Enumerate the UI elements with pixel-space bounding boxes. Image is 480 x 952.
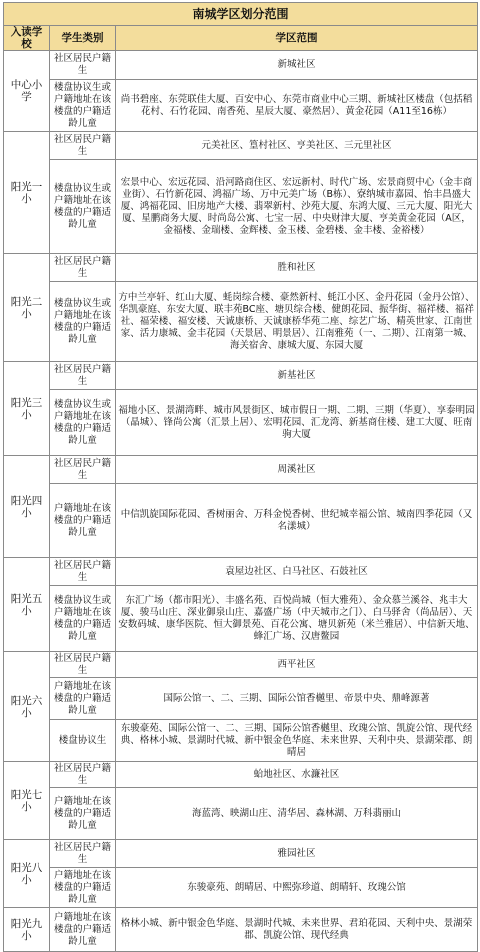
district-range: 国际公馆一、二、三期、国际公馆香樾里、帝景中央、鼎峰源著 — [116, 678, 478, 720]
district-range: 格林小城、新中银金色华庭、景湖时代城、未来世界、君珀花园、天利中央、景湖荣郡、凯旋公馆、现代经典 — [116, 908, 478, 952]
table-row — [4, 720, 478, 762]
student-type: 户籍地址在该楼盘的户籍适龄儿童 — [50, 484, 116, 558]
district-range: 蛤地社区、水濂社区 — [116, 762, 478, 788]
table-title: 南城学区划分范围 — [4, 3, 478, 26]
district-range: 西平社区 — [116, 652, 478, 678]
table-row — [4, 484, 478, 558]
table-row — [4, 762, 478, 788]
student-type: 社区居民户籍生 — [50, 362, 116, 390]
table-row — [4, 80, 478, 132]
school-name: 阳光五小 — [4, 558, 50, 652]
table-row — [4, 678, 478, 720]
district-range: 胜和社区 — [116, 254, 478, 282]
district-range: 方中兰亭轩、红山大厦、蚝岗综合楼、豪然新村、蚝江小区、金丹花园（金丹公馆）、华凯豪庭、东安大厦、联丰苑BC座、塘贝综合楼、健朗花园、振华街、福祥楼、福祥社、福荣楼、福安楼、天诚康桥、天诚康桥华苑二座、综艺广场、精英世家、江南世家、活力康城、金丰花园（天景居、明景居）、江南雅苑（一、二期）、江南第一城、海关宿舍、康城大厦、东园大厦 — [116, 282, 478, 362]
district-sheet — [3, 2, 477, 952]
student-type: 户籍地址在该楼盘的户籍适龄儿童 — [50, 788, 116, 840]
student-type: 户籍地址在该楼盘的户籍适龄儿童 — [50, 908, 116, 952]
table-body — [4, 51, 478, 952]
district-range: 宏景中心、宏远花园、沿河路商住区、宏远新村、时代广场、宏景商贸中心（金丰商业街）、石竹新花园、鸿福广场、万中元美广场（B栋）、寮纳城市嘉园、怡丰昌盛大厦、鸿福花园、旧房地产大楼、翡翠新村、沙苑大厦、东鸿大厦、三元大厦、阳光大厦、星鹏商务大厦、时尚岛公寓、七宝一居、中央财津大厦、亨美黄金花园（A区，金福楼、金瑞楼、金辉楼、金玉楼、金碧楼、金丰楼、金裕楼） — [116, 160, 478, 254]
district-range: 东骏豪苑、朗晴居、中熙弥珍道、朗晴轩、玫瑰公馆 — [116, 868, 478, 908]
table-row — [4, 788, 478, 840]
district-range: 东骏豪苑、国际公馆一、二、三期、国际公馆香樾里、玫瑰公馆、凯旋公馆、现代经典、格林小城、景湖时代城、新中银金色华庭、未来世界、天利中央、景湖荣郡、朗晴居 — [116, 720, 478, 762]
district-table — [3, 2, 478, 952]
district-range: 新城社区 — [116, 51, 478, 80]
district-range: 尚书碧座、东莞联佳大厦、百安中心、东莞市商业中心三期、新城社区楼盘（包括稻花村、石竹花园、南香苑、星辰大厦、豪然居）、黄金花园（A11至16栋） — [116, 80, 478, 132]
title-row — [4, 3, 478, 26]
header-student-type: 学生类别 — [50, 26, 116, 51]
student-type: 楼盘协议生或户籍地址在该楼盘的户籍适龄儿童 — [50, 586, 116, 652]
header-row — [4, 26, 478, 51]
school-name: 阳光七小 — [4, 762, 50, 840]
table-row — [4, 362, 478, 390]
district-range: 雅园社区 — [116, 840, 478, 868]
table-row — [4, 868, 478, 908]
table-row — [4, 840, 478, 868]
student-type: 楼盘协议生或户籍地址在该楼盘的户籍适龄儿童 — [50, 390, 116, 456]
district-range: 元美社区、篁村社区、亨美社区、三元里社区 — [116, 132, 478, 160]
school-name: 阳光四小 — [4, 456, 50, 558]
school-name: 阳光三小 — [4, 362, 50, 456]
table-row — [4, 586, 478, 652]
student-type: 社区居民户籍生 — [50, 840, 116, 868]
student-type: 楼盘协议生 — [50, 720, 116, 762]
district-range: 中信凯旋国际花园、香树丽舍、万科金悦香树、世纪城幸福公馆、城南四季花园（又名漾城） — [116, 484, 478, 558]
student-type: 社区居民户籍生 — [50, 254, 116, 282]
district-range: 新基社区 — [116, 362, 478, 390]
student-type: 社区居民户籍生 — [50, 51, 116, 80]
school-name: 阳光六小 — [4, 652, 50, 762]
district-range: 东汇广场（都市阳光）、丰盛名苑、百悦尚城（恒大雅苑）、金众慕兰溪谷、兆丰大厦、骏马山庄、深业御泉山庄、嘉盛广场（中天城市之门）、白马驿舍（尚品居）、天安数码城、康华医院、恒大御景苑、百花公寓、塘贝新苑（米兰雅居）、中信新天地、蜂汇广场、汉唐鳌园 — [116, 586, 478, 652]
school-name: 中心小学 — [4, 51, 50, 132]
student-type: 社区居民户籍生 — [50, 456, 116, 484]
table-row — [4, 51, 478, 80]
student-type: 社区居民户籍生 — [50, 652, 116, 678]
student-type: 楼盘协议生或户籍地址在该楼盘的户籍适龄儿童 — [50, 80, 116, 132]
table-row — [4, 254, 478, 282]
student-type: 社区居民户籍生 — [50, 762, 116, 788]
student-type: 楼盘协议生或户籍地址在该楼盘的户籍适龄儿童 — [50, 160, 116, 254]
table-row — [4, 456, 478, 484]
district-range: 周溪社区 — [116, 456, 478, 484]
student-type: 户籍地址在该楼盘的户籍适龄儿童 — [50, 868, 116, 908]
district-range: 袁屋边社区、白马社区、石鼓社区 — [116, 558, 478, 586]
header-school: 入读学校 — [4, 26, 50, 51]
district-range: 福地小区、景湖湾畔、城市风景街区、城市假日一期、二期、三期（华夏）、享泰明园（晶城）、锋尚公寓（汇景上居）、宏明花园、汇龙湾、新基商住楼、建工大厦、旺南驹大厦 — [116, 390, 478, 456]
school-name: 阳光八小 — [4, 840, 50, 908]
header-range: 学区范围 — [116, 26, 478, 51]
student-type: 社区居民户籍生 — [50, 558, 116, 586]
table-row — [4, 390, 478, 456]
student-type: 楼盘协议生或户籍地址在该楼盘的户籍适龄儿童 — [50, 282, 116, 362]
school-name: 阳光二小 — [4, 254, 50, 362]
table-row — [4, 132, 478, 160]
table-row — [4, 282, 478, 362]
student-type: 户籍地址在该楼盘的户籍适龄儿童 — [50, 678, 116, 720]
table-row — [4, 908, 478, 952]
table-row — [4, 558, 478, 586]
student-type: 社区居民户籍生 — [50, 132, 116, 160]
school-name: 阳光一小 — [4, 132, 50, 254]
school-name: 阳光九小 — [4, 908, 50, 952]
table-row — [4, 652, 478, 678]
district-range: 海蓝湾、映湖山庄、清华居、森林湖、万科翡丽山 — [116, 788, 478, 840]
table-row — [4, 160, 478, 254]
